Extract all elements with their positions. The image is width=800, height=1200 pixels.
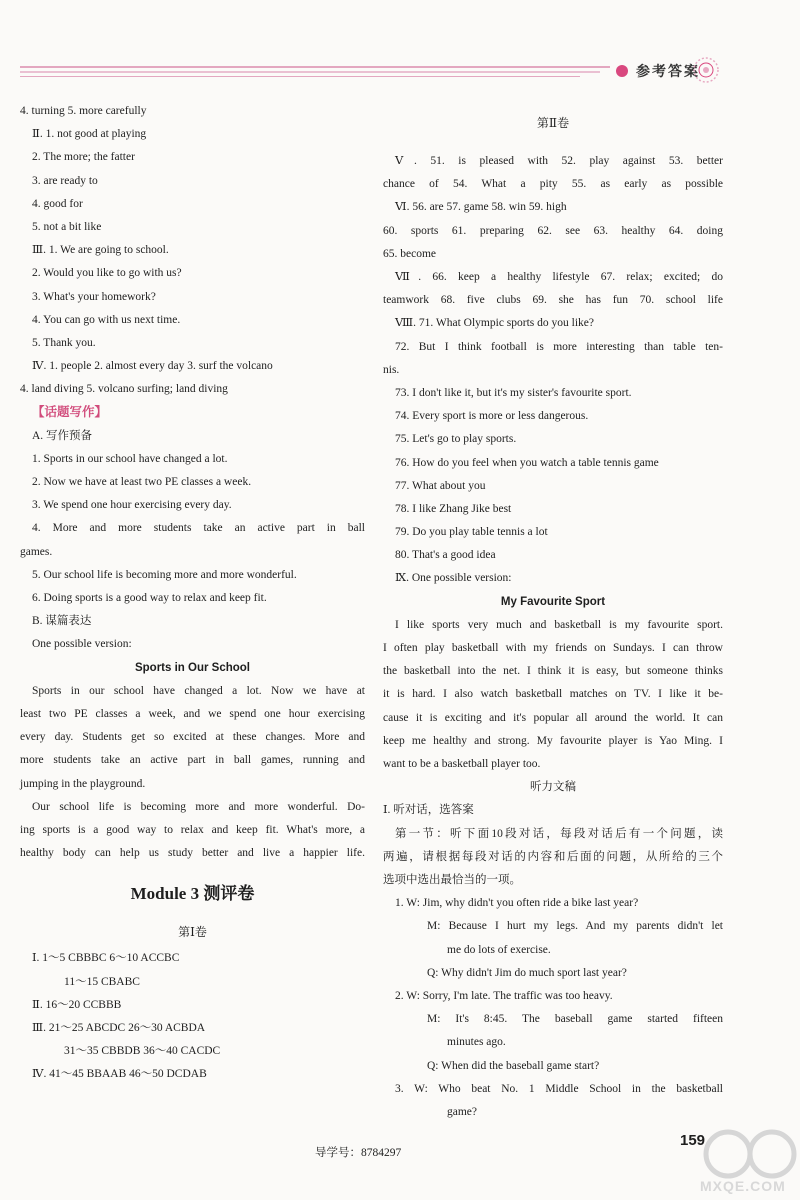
answer-line: 4. More and more students take an active part in ball	[32, 522, 365, 535]
essay-line: least two PE classes a week, and we spend one hour exercising	[20, 707, 365, 720]
script-line: 1. W: Jim, why didn't you often ride a bike last year?	[395, 897, 639, 910]
answer-line: 60. sports 61. preparing 62. see 63. healthy 64. doing	[383, 224, 723, 237]
answer-line: 77. What about you	[395, 479, 486, 492]
essay-line: jumping in the playground.	[20, 777, 146, 790]
left-column	[20, 100, 365, 1086]
answer-line: 4. You can go with us next time.	[32, 313, 181, 326]
answer-line: 2. The more; the fatter	[32, 151, 135, 164]
answer-line: 5. Thank you.	[32, 336, 96, 349]
section-heading: 听力文稿	[530, 781, 576, 794]
essay-line: I like sports very much and basketball is my favourite sport.	[395, 618, 723, 631]
script-line: game?	[447, 1105, 478, 1118]
page-number: 159	[680, 1132, 706, 1149]
answer-line: Ⅲ. 1. We are going to school.	[32, 244, 169, 257]
answer-line: 2. Now we have at least two PE classes a week.	[32, 476, 252, 488]
script-line: 2. W: Sorry, I'm late. The traffic was too heavy.	[395, 989, 613, 1002]
answer-line: 1. Sports in our school have changed a lot.	[32, 452, 228, 465]
script-line: minutes ago.	[447, 1036, 506, 1049]
answer-line: 72. But I think football is more interesting than table ten-	[395, 340, 723, 353]
answer-line: One possible version:	[32, 638, 132, 651]
guide-code: 导学号：8784297	[315, 1147, 402, 1159]
answer-key-row: Ⅲ. 21～25 ABCDC 26～30 ACBDA	[32, 1021, 206, 1034]
answer-line: 73. I don't like it, but it's my sister's favourite sport.	[395, 386, 632, 399]
script-line: M: It's 8:45. The baseball game started fifteen	[427, 1013, 723, 1026]
answer-line: 4. turning 5. more carefully	[20, 105, 147, 117]
bullet-dot-icon	[616, 65, 628, 77]
answer-key-row: 11～15 CBABC	[64, 975, 140, 988]
instruction-line: 第一节：听下面10段对话，每段对话后有一个问题，读	[395, 827, 723, 840]
essay-line: Sports in our school have changed a lot. Now we have at	[32, 684, 365, 697]
essay-line: Our school life is becoming more and more wonderful. Do-	[32, 800, 365, 813]
module-title: Module 3 测评卷	[130, 884, 255, 904]
part2-title: 第Ⅱ卷	[536, 116, 570, 130]
header-rule	[20, 76, 580, 77]
answer-line: 78. I like Zhang Jike best	[395, 502, 512, 515]
answer-key-row: Ⅰ. 1～5 CBBBC 6～10 ACCBC	[32, 952, 180, 965]
essay-line: it is hard. I also watch basketball matches on TV. I like it be-	[383, 688, 723, 701]
flower-logo-icon	[692, 56, 720, 84]
header-rule	[20, 66, 610, 68]
answer-line: 5. not a bit like	[32, 220, 102, 233]
essay-line: want to be a basketball player too.	[383, 758, 541, 771]
right-column	[383, 100, 723, 1124]
section-heading: B. 谋篇表达	[32, 615, 92, 628]
essay-line: more students take an active part in ball games, running and	[20, 754, 365, 767]
instruction-line: 选项中选出最恰当的一项。	[383, 874, 521, 887]
answer-line: 4. land diving 5. volcano surfing; land diving	[20, 383, 228, 396]
header-title: 参考答案	[636, 65, 700, 80]
answer-line: teamwork 68. five clubs 69. she has fun 70. school life	[383, 294, 723, 307]
answer-line: Ⅸ. One possible version:	[395, 572, 512, 585]
essay-line: I often play basketball with my friends on Sundays. I can throw	[383, 642, 723, 655]
essay-title: My Favourite Sport	[500, 595, 606, 608]
essay-line: healthy body can help us study better and live a happier life.	[20, 847, 365, 860]
watermark-text: MXQE.COM	[700, 1178, 786, 1194]
answer-line: 2. Would you like to go with us?	[32, 267, 182, 280]
section-heading: A. 写作预备	[32, 429, 93, 442]
answer-line: 3. What's your homework?	[32, 290, 156, 303]
part1-title: 第Ⅰ卷	[178, 925, 207, 940]
answer-line: 4. good for	[32, 197, 83, 210]
answer-line: 3. We spend one hour exercising every day.	[32, 499, 232, 512]
essay-line: ing sports is a good way to relax and keep fit. What's more, a	[20, 823, 365, 836]
answer-key-row: Ⅱ. 16～20 CCBBB	[32, 998, 122, 1011]
essay-title: Sports in Our School	[134, 661, 250, 674]
answer-line: Ⅴ. 51. is pleased with 52. play against 53. better	[395, 155, 723, 167]
page-header	[20, 56, 780, 86]
answer-line: nis.	[383, 363, 400, 376]
script-line: me do lots of exercise.	[447, 943, 551, 956]
answer-line: 6. Doing sports is a good way to relax and keep fit.	[32, 591, 267, 604]
answer-line: 76. How do you feel when you watch a table tennis game	[395, 456, 659, 469]
answer-line: 79. Do you play table tennis a lot	[395, 526, 548, 539]
script-line: M: Because I hurt my legs. And my parents didn't let	[427, 920, 723, 933]
answer-key-row: 31～35 CBBDB 36～40 CACDC	[64, 1045, 221, 1058]
answer-key-row: Ⅳ. 41～45 BBAAB 46～50 DCDAB	[32, 1068, 207, 1081]
section-heading: Ⅰ. 听对话，选答案	[383, 804, 474, 817]
essay-line: keep me healthy and strong. My favourite player is Yao Ming. I	[383, 734, 723, 747]
script-line: Q: When did the baseball game start?	[427, 1059, 600, 1072]
section-tag-topic-writing: 【话题写作】	[32, 405, 108, 420]
answer-line: Ⅷ. 71. What Olympic sports do you like?	[395, 317, 595, 330]
instruction-line: 两遍，请根据每段对话的内容和后面的问题，从所给的三个	[383, 850, 723, 863]
script-line: Q: Why didn't Jim do much sport last year?	[427, 966, 627, 979]
answer-line: 80. That's a good idea	[395, 549, 496, 562]
answer-line: 65. become	[383, 247, 437, 260]
answer-line: 3. are ready to	[32, 174, 98, 187]
essay-line: cause it is exciting and it's popular all around the world. It can	[383, 711, 723, 724]
answer-line: Ⅳ. 1. people 2. almost every day 3. surf the volcano	[32, 360, 273, 373]
script-line: 3. W: Who beat No. 1 Middle School in the basketball	[395, 1082, 723, 1095]
essay-line: the basketball into the net. I think it is easy, but someone thinks	[383, 665, 723, 678]
answer-line: 74. Every sport is more or less dangerous.	[395, 410, 589, 423]
answer-line: Ⅶ. 66. keep a healthy lifestyle 67. relax; excited; do	[395, 270, 723, 283]
essay-line: every day. Students get so excited at these changes. More and	[20, 731, 365, 744]
answer-line: games.	[20, 545, 53, 558]
answer-line: 75. Let's go to play sports.	[395, 433, 517, 446]
answer-line: Ⅵ. 56. are 57. game 58. win 59. high	[395, 201, 567, 214]
answer-line: 5. Our school life is becoming more and more wonderful.	[32, 568, 297, 581]
answer-line: chance of 54. What a pity 55. as early as possible	[383, 178, 723, 191]
header-rule	[20, 71, 600, 73]
answer-line: Ⅱ. 1. not good at playing	[32, 128, 147, 141]
